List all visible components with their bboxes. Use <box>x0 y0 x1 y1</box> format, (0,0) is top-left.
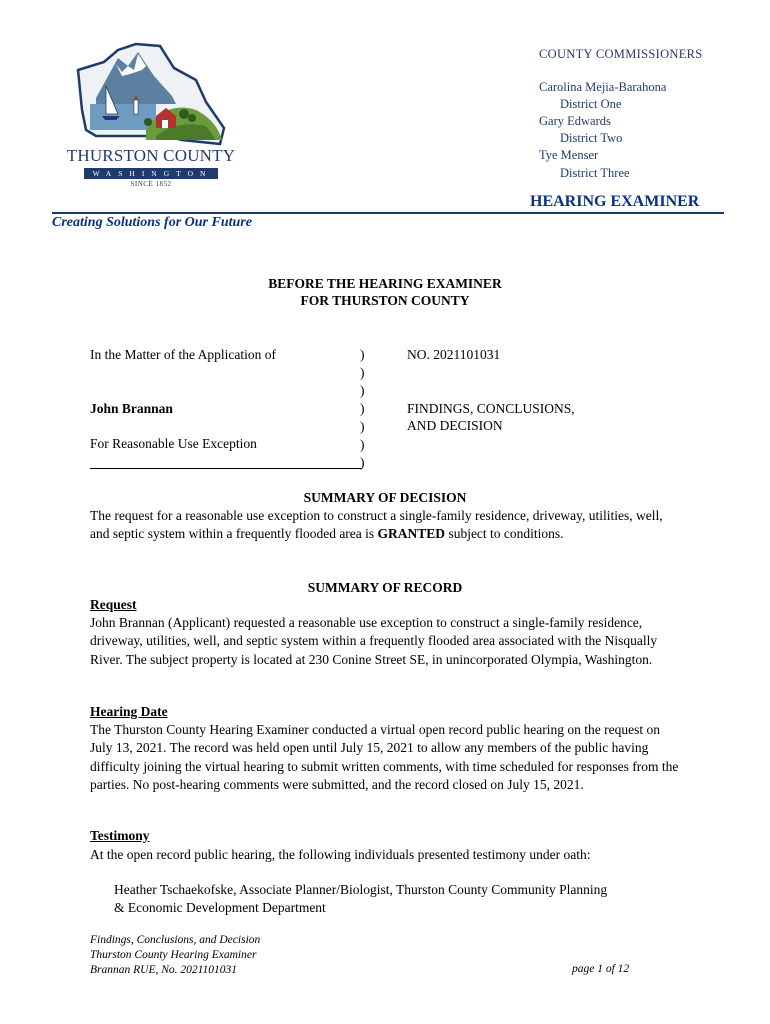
decision-granted: GRANTED <box>377 526 446 542</box>
caption-paren: ) <box>360 365 365 380</box>
caption-paren: ) <box>360 437 365 452</box>
since-year: SINCE 1852 <box>130 180 172 188</box>
office-title: HEARING EXAMINER <box>530 193 700 210</box>
summary-decision-title: SUMMARY OF DECISION <box>303 490 467 505</box>
page-number: page 1 of 12 <box>572 963 630 975</box>
document-heading-line2: FOR THURSTON COUNTY <box>300 293 470 308</box>
commissioner-district: District Two <box>560 131 623 145</box>
footer-line3: Brannan RUE, No. 2021101031 <box>90 964 238 976</box>
hearing-date-heading: Hearing Date <box>90 704 168 719</box>
application-purpose: For Reasonable Use Exception <box>90 436 257 451</box>
witness-line2: & Economic Development Department <box>114 900 326 915</box>
county-tagline: Creating Solutions for Our Future <box>52 215 252 230</box>
commissioners-title: COUNTY COMMISSIONERS <box>539 47 703 61</box>
state-name: WASHINGTON <box>84 168 218 179</box>
summary-decision-text: The request for a reasonable use exception to construct a single-family residence, driveway, utilities, well, and septic system within a frequently flooded area is GRANTED subject to conditions. <box>90 508 663 542</box>
request-text: John Brannan (Applicant) requested a reasonable use exception to construct a single-family residence, driveway, utilities, well, and septic system within a frequently flooded area associated with the Nisqually River. The subject property is located at 230 Conine Street SE, in unincorporated Olympia, Washington. <box>90 615 658 667</box>
footer-line1: Findings, Conclusions, and Decision <box>90 934 261 946</box>
summary-record-title: SUMMARY OF RECORD <box>307 580 463 595</box>
commissioner-name: Carolina Mejia-Barahona <box>539 80 667 94</box>
request-heading: Request <box>90 597 137 612</box>
witness-line1: Heather Tschaekofske, Associate Planner/Biologist, Thurston County Community Planning <box>114 882 608 897</box>
document-type-line1: FINDINGS, CONCLUSIONS, <box>407 401 575 416</box>
testimony-text: At the open record public hearing, the following individuals presented testimony under oath: <box>90 847 591 862</box>
case-number: NO. 2021101031 <box>407 347 501 362</box>
commissioner-name: Tye Menser <box>539 148 599 162</box>
testimony-heading: Testimony <box>90 828 150 843</box>
document-heading-line1: BEFORE THE HEARING EXAMINER <box>268 276 502 291</box>
caption-paren: ) <box>360 455 365 470</box>
document-type-line2: AND DECISION <box>407 418 503 433</box>
commissioner-district: District One <box>560 97 622 111</box>
caption-underline <box>90 468 362 469</box>
caption-paren: ) <box>360 401 365 416</box>
footer-line2: Thurston County Hearing Examiner <box>90 949 257 961</box>
county-name: THURSTON COUNTY <box>66 146 236 165</box>
hearing-date-text: The Thurston County Hearing Examiner conducted a virtual open record public hearing on the request on July 13, 2021. The record was held open until July 15, 2021 to allow any members of the public having difficulty joining the virtual hearing to submit written comments, with time scheduled for responses from the parties. No post-hearing comments were submitted, and the record closed on July 15, 2021. <box>90 722 679 792</box>
caption-paren: ) <box>360 383 365 398</box>
applicant-name: John Brannan <box>90 401 173 416</box>
header-divider <box>52 212 724 214</box>
commissioner-name: Gary Edwards <box>539 114 611 128</box>
caption-paren: ) <box>360 347 365 362</box>
caption-paren: ) <box>360 419 365 434</box>
commissioner-district: District Three <box>560 166 630 180</box>
matter-label: In the Matter of the Application of <box>90 347 276 362</box>
